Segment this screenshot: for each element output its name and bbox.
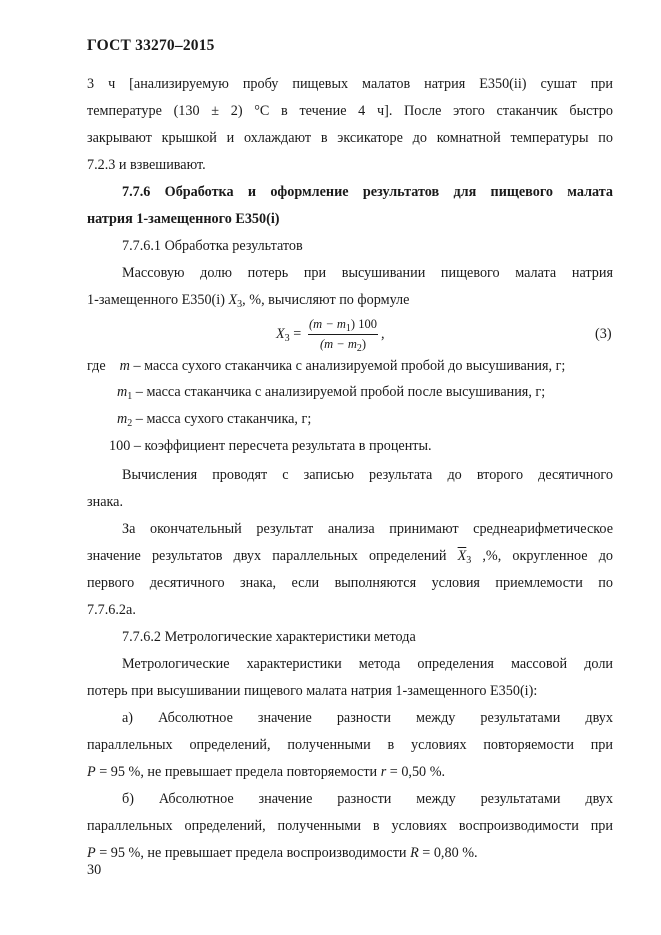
text-line: 7.2.3 и взвешивают. bbox=[87, 157, 206, 173]
formula-x-sub: 3 bbox=[284, 333, 290, 344]
text-line: Массовую долю потерь при высушивании пищевого малата натрия bbox=[122, 265, 613, 281]
text-line: 7.7.6.2а. bbox=[87, 602, 136, 618]
where-item-m1 bbox=[117, 384, 545, 401]
text-line: температуре (130 ± 2) °С в течение 4 ч]. После этого стаканчик быстро bbox=[87, 103, 613, 119]
where-item-m bbox=[87, 358, 565, 375]
formula-denominator bbox=[306, 336, 380, 353]
section-heading-cont: натрия 1-замещенного Е350(i) bbox=[87, 211, 280, 227]
page-number: 30 bbox=[87, 862, 102, 878]
text-fragment: = 95 %, не превышает предела воспроизводимости bbox=[95, 845, 411, 861]
text-line: параллельных определений, полученными в условиях воспроизводимости при bbox=[87, 818, 613, 834]
where-label: где bbox=[87, 358, 106, 374]
symbol-m: m bbox=[119, 358, 130, 374]
formula-fraction bbox=[306, 316, 380, 353]
formula-eq: = bbox=[289, 326, 302, 342]
text-fragment: значение результатов двух параллельных определений bbox=[87, 548, 458, 564]
text-line: закрывают крышкой и охлаждают в эксикаторе до комнатной температуры по bbox=[87, 130, 613, 146]
text-fragment: 1-замещенного Е350(i) bbox=[87, 292, 229, 308]
text-line: первого десятичного знака, если выполняются условия приемлемости по bbox=[87, 575, 613, 591]
symbol-r: r bbox=[380, 764, 387, 780]
text-line: За окончательный результат анализа принимают среднеарифметическое bbox=[122, 521, 613, 537]
symbol-x-mean: $\overline{X}$ bbox=[457, 548, 467, 564]
text-line: 3 ч [анализируемую пробу пищевых малатов натрия Е350(ii) сушат при bbox=[87, 76, 613, 92]
where-text: – масса сухого стаканчика, г; bbox=[132, 411, 312, 427]
formula-comma: , bbox=[381, 326, 385, 342]
symbol-p: P bbox=[87, 764, 96, 780]
symbol-x-mean-sub: 3 bbox=[466, 555, 472, 566]
text-fragment: ,%, округленное до bbox=[471, 548, 614, 564]
formula-num-tail: ) 100 bbox=[350, 317, 377, 331]
formula-num-text: (m − m bbox=[309, 317, 346, 331]
text-line: Метрологические характеристики метода определения массовой доли bbox=[122, 656, 613, 672]
symbol-m1-sub: 1 bbox=[127, 391, 133, 402]
text-line: знака. bbox=[87, 494, 124, 510]
formula-lhs bbox=[276, 326, 301, 343]
symbol-m2: m bbox=[117, 411, 128, 427]
formula-den-text: (m − m bbox=[319, 337, 357, 351]
subsection-heading: 7.7.6.2 Метрологические характеристики метода bbox=[122, 629, 416, 645]
formula-num-sub: 1 bbox=[345, 323, 351, 334]
where-item-100: 100 – коэффициент пересчета результата в проценты. bbox=[109, 438, 432, 454]
list-item-b: б) Абсолютное значение разности между результатами двух bbox=[122, 791, 613, 807]
symbol-p: P bbox=[87, 845, 96, 861]
where-text: – масса сухого стаканчика с анализируемой пробой до высушивания, г; bbox=[129, 358, 566, 374]
section-heading: 7.7.6 Обработка и оформление результатов для пищевого малата bbox=[122, 184, 613, 200]
symbol-x-sub: 3 bbox=[237, 299, 243, 310]
text-line: параллельных определений, полученными в условиях повторяемости при bbox=[87, 737, 613, 753]
subsection-heading: 7.7.6.1 Обработка результатов bbox=[122, 238, 303, 254]
text-fragment: = 0,80 %. bbox=[418, 845, 478, 861]
formula-3 bbox=[0, 316, 661, 356]
text-line bbox=[87, 762, 613, 782]
where-text: – масса стаканчика с анализируемой пробой после высушивания, г; bbox=[132, 384, 546, 400]
formula-den-sub: 2 bbox=[356, 343, 362, 354]
formula-den-tail: ) bbox=[361, 337, 367, 351]
symbol-r-upper: R bbox=[410, 845, 419, 861]
text-line bbox=[87, 546, 613, 566]
list-item-a: а) Абсолютное значение разности между результатами двух bbox=[122, 710, 613, 726]
where-item-m2 bbox=[117, 411, 311, 428]
symbol-x: X bbox=[228, 292, 238, 308]
formula-number: (3) bbox=[595, 326, 612, 342]
symbol-m1: m bbox=[117, 384, 128, 400]
text-line bbox=[87, 843, 613, 863]
formula-numerator bbox=[306, 316, 380, 333]
text-fragment: = 0,50 %. bbox=[386, 764, 446, 780]
text-line: потерь при высушивании пищевого малата натрия 1-замещенного Е350(i): bbox=[87, 683, 538, 699]
text-line: Вычисления проводят с записью результата до второго десятичного bbox=[122, 467, 613, 483]
text-fragment: , %, вычисляют по формуле bbox=[242, 292, 410, 308]
text-line bbox=[87, 290, 613, 310]
document-header: ГОСТ 33270–2015 bbox=[87, 37, 215, 54]
text-fragment: = 95 %, не превышает предела повторяемости bbox=[95, 764, 381, 780]
fraction-bar bbox=[308, 334, 378, 335]
formula-x: X bbox=[276, 326, 285, 342]
symbol-m2-sub: 2 bbox=[127, 418, 133, 429]
